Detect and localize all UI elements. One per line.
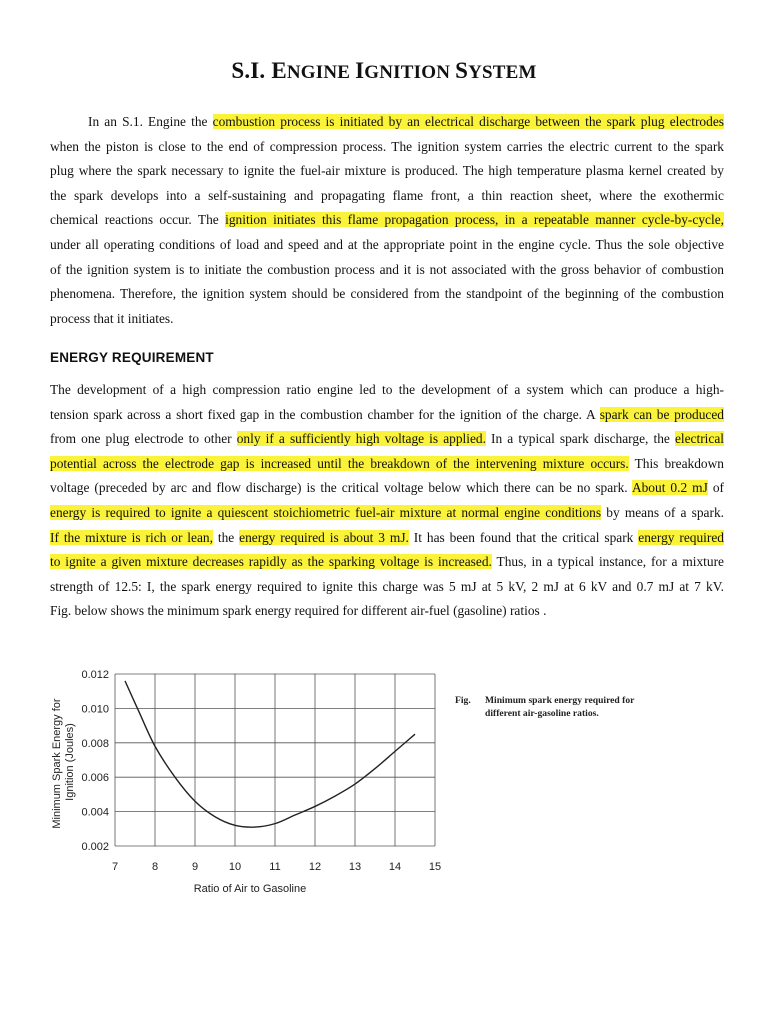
text-line: phenomena. Therefore, the ignition system should be considered from the standpoint of the beginning of the combustion xyxy=(50,286,724,302)
text-line: of the ignition system is to initiate the combustion process and it is not associated with the gross behavior of combustion xyxy=(50,261,724,277)
x-tick-label: 10 xyxy=(228,861,242,873)
x-axis-ticks xyxy=(112,861,441,873)
text-run: by means of a spark. xyxy=(601,504,724,520)
highlighted-text: About 0.2 mJ xyxy=(631,480,708,496)
highlighted-text: energy required is about 3 mJ. xyxy=(239,529,409,545)
spark-energy-chart xyxy=(40,662,450,902)
figure-caption xyxy=(455,694,695,720)
caption-line: different air-gasoline ratios. xyxy=(485,708,599,719)
x-tick-label: 11 xyxy=(269,861,281,873)
text-run: chemical reactions occur. The xyxy=(50,212,226,228)
text-line xyxy=(50,501,724,526)
intro-paragraph xyxy=(50,110,724,331)
energy-paragraph xyxy=(50,378,724,624)
highlighted-text: to ignite a given mixture decreases rapidly as the sparking voltage is increased. xyxy=(50,554,492,570)
x-tick-label: 7 xyxy=(111,861,119,873)
text-run: tension spark across a short fixed gap in the combustion chamber for the ignition of the charge. A xyxy=(50,406,600,422)
text-run: It has been found that the critical spark xyxy=(408,529,639,545)
text-line: when the piston is close to the end of compression process. The ignition system carries the electric current to the spark xyxy=(50,138,724,154)
text-run: voltage (preceded by arc and flow discharge) is the critical voltage below which there can be no spark. xyxy=(50,480,632,496)
section-heading: ENERGY REQUIREMENT xyxy=(50,350,214,365)
highlighted-text: If the mixture is rich or lean, xyxy=(50,529,213,545)
title-part: S xyxy=(455,58,469,83)
page-title xyxy=(0,58,768,84)
y-tick-label: 0.010 xyxy=(81,703,109,716)
y-axis-label xyxy=(51,695,76,828)
title-part: NGINE xyxy=(286,62,356,83)
highlighted-text: spark can be produced xyxy=(599,406,724,422)
text-line: the spark develops into a self-sustaining and propagating flame front, a thin reaction sheet, where the exothermic xyxy=(50,187,724,203)
y-axis-label-line1: Minimum Spark Energy for xyxy=(51,698,63,829)
text-line: plug where the spark necessary to ignite the fuel-air mixture is produced. The high temperature plasma kernel created by xyxy=(50,163,724,179)
y-tick-label: 0.004 xyxy=(81,806,109,819)
x-tick-label: 9 xyxy=(191,861,199,873)
highlighted-text: electrical xyxy=(674,431,724,447)
y-axis-label-line2: Ignition (Joules) xyxy=(64,723,76,801)
title-part: GNITION xyxy=(364,62,456,83)
x-tick-label: 13 xyxy=(348,861,362,873)
x-tick-label: 15 xyxy=(428,861,442,873)
highlighted-text: potential across the electrode gap is increased until the breakdown of the intervening mixture occurs. xyxy=(50,455,629,471)
y-tick-label: 0.012 xyxy=(81,669,109,681)
x-tick-label: 8 xyxy=(151,861,159,873)
text-run: the xyxy=(212,529,240,545)
text-line: process that it initiates. xyxy=(50,310,174,326)
title-part: S.I. xyxy=(231,58,272,83)
text-line: under all operating conditions of load and speed and at the appropriate point in the engine cycle. Thus the sole objective xyxy=(50,236,724,252)
text-run: of xyxy=(707,480,724,496)
text-run: This breakdown xyxy=(628,455,724,471)
y-tick-label: 0.008 xyxy=(81,737,109,750)
text-line xyxy=(50,476,724,501)
title-part: I xyxy=(355,58,365,83)
text-line xyxy=(50,427,724,452)
caption-label: Fig. xyxy=(455,695,471,706)
y-axis-ticks xyxy=(81,669,109,853)
y-tick-label: 0.002 xyxy=(81,841,109,853)
text-line xyxy=(50,110,724,135)
text-line: Fig. below shows the minimum spark energy required for different air-fuel (gasoline) ratios . xyxy=(50,603,547,619)
title-part: E xyxy=(271,58,287,83)
highlighted-text: ignition initiates this flame propagation process, in a repeatable manner cycle-by-cycle, xyxy=(225,212,724,228)
text-run: Thus, in a typical instance, for a mixture xyxy=(491,554,724,570)
text-line xyxy=(50,403,724,428)
highlighted-text: combustion process is initiated by an electrical discharge between the spark plug electrodes xyxy=(212,114,724,129)
text-line: The development of a high compression ratio engine led to the development of a system which can produce a high- xyxy=(50,382,724,397)
y-tick-label: 0.006 xyxy=(81,772,109,785)
text-line xyxy=(50,550,724,575)
x-tick-label: 12 xyxy=(308,861,322,873)
x-tick-label: 14 xyxy=(388,861,402,873)
spark-energy-curve xyxy=(125,681,415,827)
text-line: strength of 12.5: I, the spark energy required to ignite this charge was 5 mJ at 5 kV, 2 mJ at 6 kV and 0.7 mJ at 7 kV. xyxy=(50,578,724,594)
highlighted-text: only if a sufficiently high voltage is applied. xyxy=(236,431,486,447)
text-line xyxy=(50,526,724,551)
text-run: from one plug electrode to other xyxy=(50,431,237,447)
highlighted-text: energy is required to ignite a quiescent stoichiometric fuel-air mixture at normal engine conditions xyxy=(50,504,602,520)
text-line xyxy=(50,452,724,477)
text-run: In a typical spark discharge, the xyxy=(485,431,675,447)
highlighted-text: energy required xyxy=(638,529,724,545)
title-part: YSTEM xyxy=(468,62,537,83)
text-line xyxy=(50,208,724,233)
x-axis-label: Ratio of Air to Gasoline xyxy=(193,883,307,895)
caption-line: Minimum spark energy required for xyxy=(485,695,635,706)
text-run: In an S.1. Engine the xyxy=(88,114,213,129)
